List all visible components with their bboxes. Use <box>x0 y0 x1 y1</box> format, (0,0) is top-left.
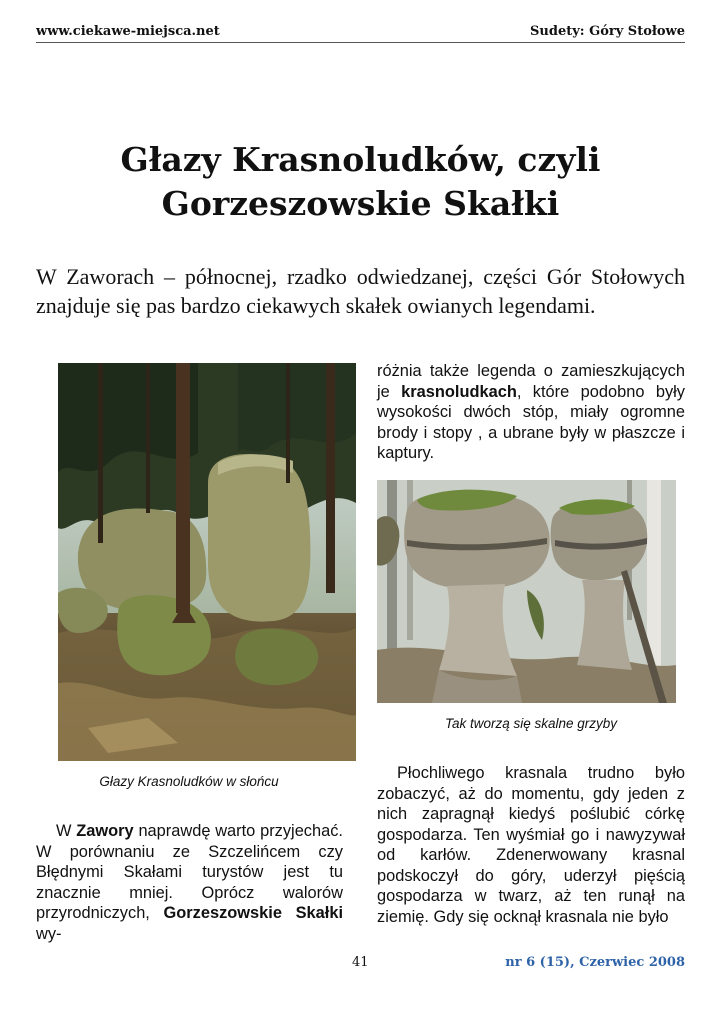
mushroom-rocks-photo <box>377 480 676 703</box>
section-title: Sudety: Góry Stołowe <box>530 24 685 39</box>
header-rule <box>36 42 685 43</box>
lead-text: W Zaworach – północnej, rzadko odwiedzanej, części Gór Stołowych znajduje się pas bardzo ciekawych skałek owianych legendami. <box>36 264 685 318</box>
left-photo-caption: Głazy Krasnoludków w słońcu <box>99 774 279 789</box>
bold-run-zawory: Zawory <box>76 822 134 840</box>
site-url: www.ciekawe-miejsca.net <box>36 24 220 39</box>
lead-paragraph <box>36 262 685 320</box>
bold-run-krasnoludkach: krasnoludkach <box>401 382 517 401</box>
text-run: naprawdę warto przyjechać. W porównaniu ze Szczelińcem czy Błędnymi Skałami turystów jest tu znacznie mniej. Oprócz walorów przyrodniczych, <box>36 822 343 922</box>
right-paragraph-1 <box>377 361 685 464</box>
right-column-text-top <box>377 361 685 464</box>
text-run: W <box>56 822 77 840</box>
page-number: 41 <box>352 955 369 970</box>
article-title <box>40 138 681 226</box>
text-run: różnia także legenda o zamieszkujących je <box>377 362 685 401</box>
right-paragraph-2: Płochliwego krasnala trudno było zobaczyć, aż do momentu, gdy jeden z nich zapragnął kiedyś poślubić córkę gospodarza. Ten wyśmiał go i nawyzywał od karłów. Zdenerwowany krasnal podskoczył do góry, uderzył pięścią gospodarza w twarz, aż ten runął na ziemię. Gdy się ocknął krasnala nie było <box>377 764 685 926</box>
right-column-text-bottom <box>377 763 685 927</box>
left-column-text <box>36 821 343 944</box>
text-run: wy- <box>36 924 62 943</box>
bold-run-gorzeszowskie-skalki: Gorzeszowskie Skałki <box>163 904 343 922</box>
right-photo-caption: Tak tworzą się skalne grzyby <box>444 716 618 731</box>
text-run: , które podobno były wysokości dwóch stóp, miały ogromne brody i stopy , a ubrane były w płaszcze i kaptury. <box>377 382 685 462</box>
left-paragraph-1 <box>36 821 343 944</box>
article-title-line-1: Głazy Krasnoludków, czyli <box>120 140 601 179</box>
rocks-forest-photo <box>58 363 356 761</box>
issue-info: nr 6 (15), Czerwiec 2008 <box>505 955 685 970</box>
article-title-line-2: Gorzeszowskie Skałki <box>161 184 560 223</box>
